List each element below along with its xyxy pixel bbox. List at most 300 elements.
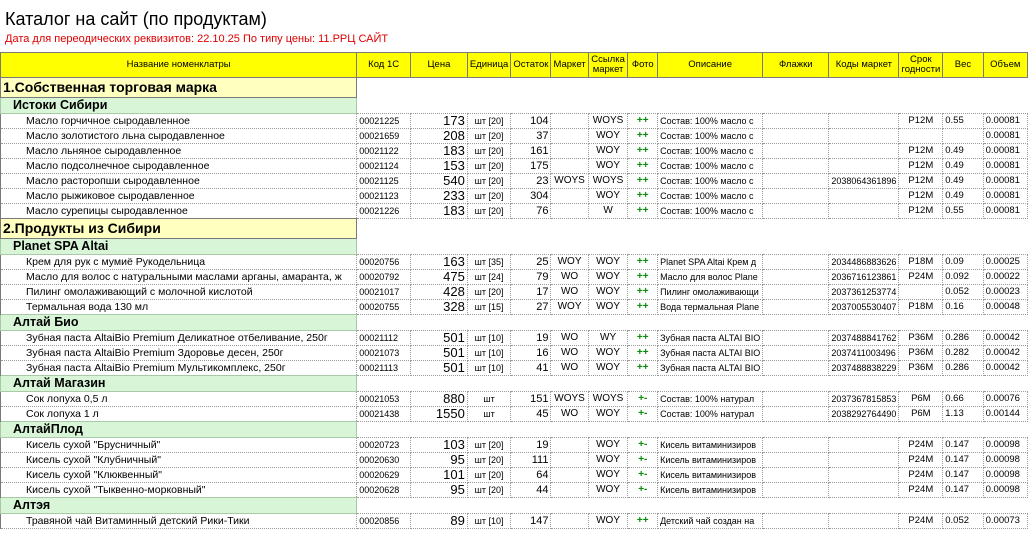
product-shelf-life: P12M xyxy=(899,144,943,159)
product-market-link: W xyxy=(588,204,628,219)
product-weight xyxy=(943,129,983,144)
product-unit: шт [10] xyxy=(467,331,510,346)
product-stock: 19 xyxy=(511,438,551,453)
section-row xyxy=(1,78,1028,98)
product-market-link: WY xyxy=(588,331,628,346)
product-price: 153 xyxy=(411,159,468,174)
product-shelf-life: P18M xyxy=(899,255,943,270)
product-photo-mark: ++ xyxy=(628,514,658,529)
product-market-codes: 2037411003496 xyxy=(829,346,899,361)
product-market-codes: 2038292764490 xyxy=(829,407,899,422)
product-code: 00020630 xyxy=(357,453,411,468)
product-name: Масло рыжиковое сыродавленное xyxy=(1,189,357,204)
product-market-codes: 2034486883626 xyxy=(829,255,899,270)
column-header[interactable]: Единица xyxy=(467,53,510,78)
product-photo-mark: +- xyxy=(628,407,658,422)
product-market-codes xyxy=(829,114,899,129)
table-row[interactable] xyxy=(1,285,1028,300)
product-market-link: WOY xyxy=(588,189,628,204)
product-market-codes: 2037367815853 xyxy=(829,392,899,407)
product-photo-mark: ++ xyxy=(628,114,658,129)
product-code: 00021226 xyxy=(357,204,411,219)
product-weight: 0.55 xyxy=(943,114,983,129)
group-title[interactable]: Алтай Магазин xyxy=(1,376,357,392)
product-weight: 0.66 xyxy=(943,392,983,407)
product-volume: 0.00144 xyxy=(983,407,1027,422)
product-volume: 0.00025 xyxy=(983,255,1027,270)
product-name: Зубная паста AltaiBio Premium Здоровье десен, 250г xyxy=(1,346,357,361)
product-code: 00021053 xyxy=(357,392,411,407)
product-stock: 44 xyxy=(511,483,551,498)
product-name: Зубная паста AltaiBio Premium Деликатное отбеливание, 250г xyxy=(1,331,357,346)
column-header[interactable]: Остаток xyxy=(511,53,551,78)
column-header[interactable]: Флажки xyxy=(763,53,829,78)
table-row[interactable] xyxy=(1,514,1028,529)
product-description: Состав: 100% масло с xyxy=(658,159,763,174)
product-description: Состав: 100% масло с xyxy=(658,174,763,189)
product-shelf-life xyxy=(899,129,943,144)
product-description: Зубная паста ALTAI BIO xyxy=(658,346,763,361)
product-stock: 111 xyxy=(511,453,551,468)
product-name: Кисель сухой "Тыквенно-морковный" xyxy=(1,483,357,498)
product-volume: 0.00023 xyxy=(983,285,1027,300)
product-flags xyxy=(763,468,829,483)
product-price: 880 xyxy=(411,392,468,407)
product-name: Кисель сухой "Клубничный" xyxy=(1,453,357,468)
product-unit: шт xyxy=(467,392,510,407)
table-row[interactable] xyxy=(1,144,1028,159)
product-shelf-life: P24M xyxy=(899,453,943,468)
column-header[interactable]: Описание xyxy=(658,53,763,78)
product-market: WO xyxy=(551,346,588,361)
group-row xyxy=(1,315,1028,331)
product-stock: 104 xyxy=(511,114,551,129)
product-unit: шт [20] xyxy=(467,129,510,144)
product-stock: 37 xyxy=(511,129,551,144)
product-stock: 161 xyxy=(511,144,551,159)
report-subtitle: Дата для переодических реквизитов: 22.10.25 По типу цены: 11.РРЦ САЙТ xyxy=(5,33,389,45)
product-market-codes: 2037005530407 xyxy=(829,300,899,315)
product-stock: 64 xyxy=(511,468,551,483)
product-market-link: WOYS xyxy=(588,114,628,129)
section-row xyxy=(1,219,1028,239)
product-market-link: WOY xyxy=(588,453,628,468)
product-name: Зубная паста AltaiBio Premium Мультикомплекс, 250г xyxy=(1,361,357,376)
product-market xyxy=(551,483,588,498)
column-header[interactable]: Маркет xyxy=(551,53,588,78)
product-volume: 0.00076 xyxy=(983,392,1027,407)
product-market-codes: 2038064361896 xyxy=(829,174,899,189)
product-unit: шт [20] xyxy=(467,144,510,159)
product-code: 00021659 xyxy=(357,129,411,144)
product-photo-mark: +- xyxy=(628,453,658,468)
product-code: 00021225 xyxy=(357,114,411,129)
product-market: WO xyxy=(551,331,588,346)
group-row xyxy=(1,239,1028,255)
product-market xyxy=(551,453,588,468)
product-price: 501 xyxy=(411,331,468,346)
product-market-codes xyxy=(829,483,899,498)
product-stock: 17 xyxy=(511,285,551,300)
product-name: Сок лопуха 0,5 л xyxy=(1,392,357,407)
product-unit: шт [20] xyxy=(467,159,510,174)
product-market-codes xyxy=(829,189,899,204)
product-weight: 0.286 xyxy=(943,361,983,376)
product-weight: 0.49 xyxy=(943,159,983,174)
product-market-link: WOY xyxy=(588,270,628,285)
product-unit: шт [10] xyxy=(467,361,510,376)
product-flags xyxy=(763,407,829,422)
product-flags xyxy=(763,346,829,361)
product-photo-mark: +- xyxy=(628,483,658,498)
product-price: 103 xyxy=(411,438,468,453)
product-volume: 0.00073 xyxy=(983,514,1027,529)
product-name: Крем для рук с мумиё Рукодельница xyxy=(1,255,357,270)
product-market xyxy=(551,114,588,129)
table-row[interactable] xyxy=(1,114,1028,129)
column-header[interactable]: Ссылка маркет xyxy=(588,53,628,78)
product-price: 183 xyxy=(411,204,468,219)
table-row[interactable] xyxy=(1,361,1028,376)
product-stock: 27 xyxy=(511,300,551,315)
product-flags xyxy=(763,144,829,159)
product-name: Кисель сухой "Клюквенный" xyxy=(1,468,357,483)
product-code: 00021123 xyxy=(357,189,411,204)
product-market-link: WOY xyxy=(588,361,628,376)
product-unit: шт [20] xyxy=(467,189,510,204)
product-weight: 0.147 xyxy=(943,483,983,498)
product-weight: 0.286 xyxy=(943,331,983,346)
product-volume: 0.00081 xyxy=(983,204,1027,219)
product-market: WO xyxy=(551,270,588,285)
product-market: WO xyxy=(551,407,588,422)
product-photo-mark: +- xyxy=(628,438,658,453)
product-weight: 1.13 xyxy=(943,407,983,422)
product-code: 00021438 xyxy=(357,407,411,422)
product-market: WOYS xyxy=(551,174,588,189)
product-unit: шт [20] xyxy=(467,453,510,468)
product-photo-mark: ++ xyxy=(628,300,658,315)
product-volume: 0.00081 xyxy=(983,129,1027,144)
product-weight: 0.147 xyxy=(943,453,983,468)
product-unit: шт [20] xyxy=(467,483,510,498)
product-shelf-life: P6M xyxy=(899,392,943,407)
product-volume: 0.00042 xyxy=(983,346,1027,361)
table-row[interactable] xyxy=(1,255,1028,270)
table-row[interactable] xyxy=(1,468,1028,483)
product-code: 00020856 xyxy=(357,514,411,529)
table-row[interactable] xyxy=(1,174,1028,189)
product-market: WOY xyxy=(551,300,588,315)
group-row xyxy=(1,376,1028,392)
table-row[interactable] xyxy=(1,331,1028,346)
product-market: WO xyxy=(551,285,588,300)
product-stock: 175 xyxy=(511,159,551,174)
product-volume: 0.00098 xyxy=(983,483,1027,498)
product-flags xyxy=(763,255,829,270)
product-price: 163 xyxy=(411,255,468,270)
product-flags xyxy=(763,361,829,376)
product-shelf-life: P24M xyxy=(899,514,943,529)
product-photo-mark: ++ xyxy=(628,204,658,219)
product-photo-mark: ++ xyxy=(628,144,658,159)
product-volume: 0.00042 xyxy=(983,331,1027,346)
table-row[interactable] xyxy=(1,159,1028,174)
product-name: Масло подсолнечное сыродавленное xyxy=(1,159,357,174)
product-weight: 0.092 xyxy=(943,270,983,285)
table-row[interactable] xyxy=(1,438,1028,453)
product-weight: 0.282 xyxy=(943,346,983,361)
product-market-link: WOY xyxy=(588,483,628,498)
product-volume: 0.00098 xyxy=(983,438,1027,453)
product-photo-mark: ++ xyxy=(628,174,658,189)
product-unit: шт xyxy=(467,407,510,422)
product-photo-mark: ++ xyxy=(628,189,658,204)
product-market-codes xyxy=(829,159,899,174)
table-row[interactable] xyxy=(1,204,1028,219)
product-market-link: WOY xyxy=(588,159,628,174)
product-shelf-life xyxy=(899,285,943,300)
product-unit: шт [20] xyxy=(467,204,510,219)
product-code: 00021017 xyxy=(357,285,411,300)
product-market-link: WOY xyxy=(588,300,628,315)
product-shelf-life: P24M xyxy=(899,438,943,453)
product-market: WOYS xyxy=(551,392,588,407)
product-price: 173 xyxy=(411,114,468,129)
product-unit: шт [20] xyxy=(467,468,510,483)
product-stock: 45 xyxy=(511,407,551,422)
product-stock: 304 xyxy=(511,189,551,204)
product-stock: 79 xyxy=(511,270,551,285)
product-price: 101 xyxy=(411,468,468,483)
product-stock: 151 xyxy=(511,392,551,407)
product-photo-mark: ++ xyxy=(628,331,658,346)
product-weight: 0.052 xyxy=(943,285,983,300)
group-title[interactable]: АлтайПлод xyxy=(1,422,357,438)
product-description: Кисель витаминизиров xyxy=(658,438,763,453)
product-flags xyxy=(763,483,829,498)
product-market-link: WOY xyxy=(588,514,628,529)
product-weight: 0.49 xyxy=(943,189,983,204)
column-header[interactable]: Фото xyxy=(628,53,658,78)
product-photo-mark: ++ xyxy=(628,129,658,144)
product-name: Масло сурепицы сыродавленное xyxy=(1,204,357,219)
product-photo-mark: ++ xyxy=(628,159,658,174)
product-market-link: WOYS xyxy=(588,392,628,407)
product-market: WOY xyxy=(551,255,588,270)
product-code: 00020723 xyxy=(357,438,411,453)
group-row xyxy=(1,98,1028,114)
product-stock: 23 xyxy=(511,174,551,189)
column-header[interactable]: Вес xyxy=(943,53,983,78)
column-header[interactable]: Объем xyxy=(983,53,1027,78)
product-price: 475 xyxy=(411,270,468,285)
product-name: Масло льняное сыродавленное xyxy=(1,144,357,159)
product-volume: 0.00081 xyxy=(983,174,1027,189)
product-name: Термальная вода 130 мл xyxy=(1,300,357,315)
product-photo-mark: ++ xyxy=(628,285,658,300)
product-market-codes: 2036716123861 xyxy=(829,270,899,285)
product-market-codes xyxy=(829,144,899,159)
product-flags xyxy=(763,453,829,468)
product-shelf-life: P24M xyxy=(899,483,943,498)
product-shelf-life: P36M xyxy=(899,361,943,376)
product-name: Пилинг омолаживающий с молочной кислотой xyxy=(1,285,357,300)
table-row[interactable] xyxy=(1,270,1028,285)
product-weight: 0.16 xyxy=(943,300,983,315)
product-weight: 0.55 xyxy=(943,204,983,219)
product-price: 501 xyxy=(411,346,468,361)
product-volume: 0.00081 xyxy=(983,159,1027,174)
product-market xyxy=(551,438,588,453)
product-flags xyxy=(763,114,829,129)
section-title[interactable]: 1.Собственная торговая марка xyxy=(1,78,357,98)
product-weight: 0.147 xyxy=(943,468,983,483)
product-market-codes: 2037488838229 xyxy=(829,361,899,376)
product-description: Состав: 100% масло с xyxy=(658,189,763,204)
column-header[interactable]: Коды маркет xyxy=(829,53,899,78)
product-price: 328 xyxy=(411,300,468,315)
group-title[interactable]: Алтэя xyxy=(1,498,357,514)
product-description: Состав: 100% масло с xyxy=(658,114,763,129)
product-flags xyxy=(763,204,829,219)
product-price: 89 xyxy=(411,514,468,529)
table-row[interactable] xyxy=(1,407,1028,422)
column-header[interactable]: Срок годности xyxy=(899,53,943,78)
product-code: 00021122 xyxy=(357,144,411,159)
table-row[interactable] xyxy=(1,453,1028,468)
product-shelf-life: P24M xyxy=(899,468,943,483)
product-unit: шт [20] xyxy=(467,114,510,129)
product-price: 95 xyxy=(411,483,468,498)
product-market xyxy=(551,204,588,219)
product-price: 233 xyxy=(411,189,468,204)
product-description: Зубная паста ALTAI BIO xyxy=(658,331,763,346)
product-description: Вода термальная Plane xyxy=(658,300,763,315)
product-description: Состав: 100% масло с xyxy=(658,144,763,159)
product-flags xyxy=(763,270,829,285)
product-photo-mark: +- xyxy=(628,468,658,483)
table-row[interactable] xyxy=(1,483,1028,498)
product-market xyxy=(551,468,588,483)
product-market-codes xyxy=(829,438,899,453)
product-market-codes xyxy=(829,129,899,144)
product-market-codes xyxy=(829,453,899,468)
product-unit: шт [20] xyxy=(467,438,510,453)
product-description: Пилинг омолаживающи xyxy=(658,285,763,300)
product-code: 00020756 xyxy=(357,255,411,270)
product-flags xyxy=(763,174,829,189)
product-shelf-life: P36M xyxy=(899,331,943,346)
product-price: 1550 xyxy=(411,407,468,422)
product-shelf-life: P12M xyxy=(899,204,943,219)
product-name: Масло горчичное сыродавленное xyxy=(1,114,357,129)
product-description: Масло для волос Plane xyxy=(658,270,763,285)
product-market xyxy=(551,189,588,204)
table-row[interactable] xyxy=(1,189,1028,204)
product-shelf-life: P12M xyxy=(899,114,943,129)
page-title: Каталог на сайт (по продуктам) xyxy=(5,9,267,29)
group-title[interactable]: Planet SPA Altai xyxy=(1,239,357,255)
product-market-codes: 2037361253774 xyxy=(829,285,899,300)
table-row[interactable] xyxy=(1,300,1028,315)
product-shelf-life: P36M xyxy=(899,346,943,361)
product-unit: шт [15] xyxy=(467,300,510,315)
product-code: 00020792 xyxy=(357,270,411,285)
product-shelf-life: P12M xyxy=(899,189,943,204)
product-unit: шт [10] xyxy=(467,346,510,361)
product-price: 208 xyxy=(411,129,468,144)
product-price: 428 xyxy=(411,285,468,300)
product-shelf-life: P12M xyxy=(899,174,943,189)
product-description: Planet SPA Altai Крем д xyxy=(658,255,763,270)
product-description: Детский чай создан на xyxy=(658,514,763,529)
product-stock: 147 xyxy=(511,514,551,529)
product-volume: 0.00081 xyxy=(983,189,1027,204)
product-name: Масло расторопши сыродавленное xyxy=(1,174,357,189)
product-unit: шт [20] xyxy=(467,285,510,300)
product-price: 501 xyxy=(411,361,468,376)
column-header[interactable]: Название номенклатры xyxy=(1,53,357,78)
product-flags xyxy=(763,159,829,174)
product-flags xyxy=(763,129,829,144)
column-header[interactable]: Код 1С xyxy=(357,53,411,78)
header-row xyxy=(1,53,1028,78)
product-stock: 76 xyxy=(511,204,551,219)
product-description: Зубная паста ALTAI BIO xyxy=(658,361,763,376)
table-row[interactable] xyxy=(1,129,1028,144)
product-stock: 16 xyxy=(511,346,551,361)
group-title[interactable]: Алтай Био xyxy=(1,315,357,331)
product-price: 183 xyxy=(411,144,468,159)
product-flags xyxy=(763,189,829,204)
table-body xyxy=(1,78,1028,529)
product-description: Состав: 100% масло с xyxy=(658,129,763,144)
product-market-link: WOY xyxy=(588,144,628,159)
section-title[interactable]: 2.Продукты из Сибири xyxy=(1,219,357,239)
product-description: Кисель витаминизиров xyxy=(658,483,763,498)
product-weight: 0.09 xyxy=(943,255,983,270)
product-flags xyxy=(763,514,829,529)
product-flags xyxy=(763,285,829,300)
product-photo-mark: +- xyxy=(628,392,658,407)
product-market-link: WOY xyxy=(588,468,628,483)
product-unit: шт [20] xyxy=(467,174,510,189)
product-flags xyxy=(763,331,829,346)
column-header[interactable]: Цена xyxy=(411,53,468,78)
product-volume: 0.00098 xyxy=(983,468,1027,483)
product-market-link: WOY xyxy=(588,407,628,422)
product-photo-mark: ++ xyxy=(628,346,658,361)
group-title[interactable]: Истоки Сибири xyxy=(1,98,357,114)
product-description: Состав: 100% натурал xyxy=(658,392,763,407)
product-market-link: WOYS xyxy=(588,174,628,189)
table-row[interactable] xyxy=(1,392,1028,407)
product-price: 540 xyxy=(411,174,468,189)
product-market-link: WOY xyxy=(588,438,628,453)
product-market xyxy=(551,144,588,159)
product-weight: 0.49 xyxy=(943,144,983,159)
product-market xyxy=(551,159,588,174)
product-photo-mark: ++ xyxy=(628,255,658,270)
table-row[interactable] xyxy=(1,346,1028,361)
product-weight: 0.147 xyxy=(943,438,983,453)
product-name: Травяной чай Витаминный детский Рики-Тики xyxy=(1,514,357,529)
product-code: 00021124 xyxy=(357,159,411,174)
product-shelf-life: P24M xyxy=(899,270,943,285)
product-volume: 0.00098 xyxy=(983,453,1027,468)
product-market-codes xyxy=(829,514,899,529)
